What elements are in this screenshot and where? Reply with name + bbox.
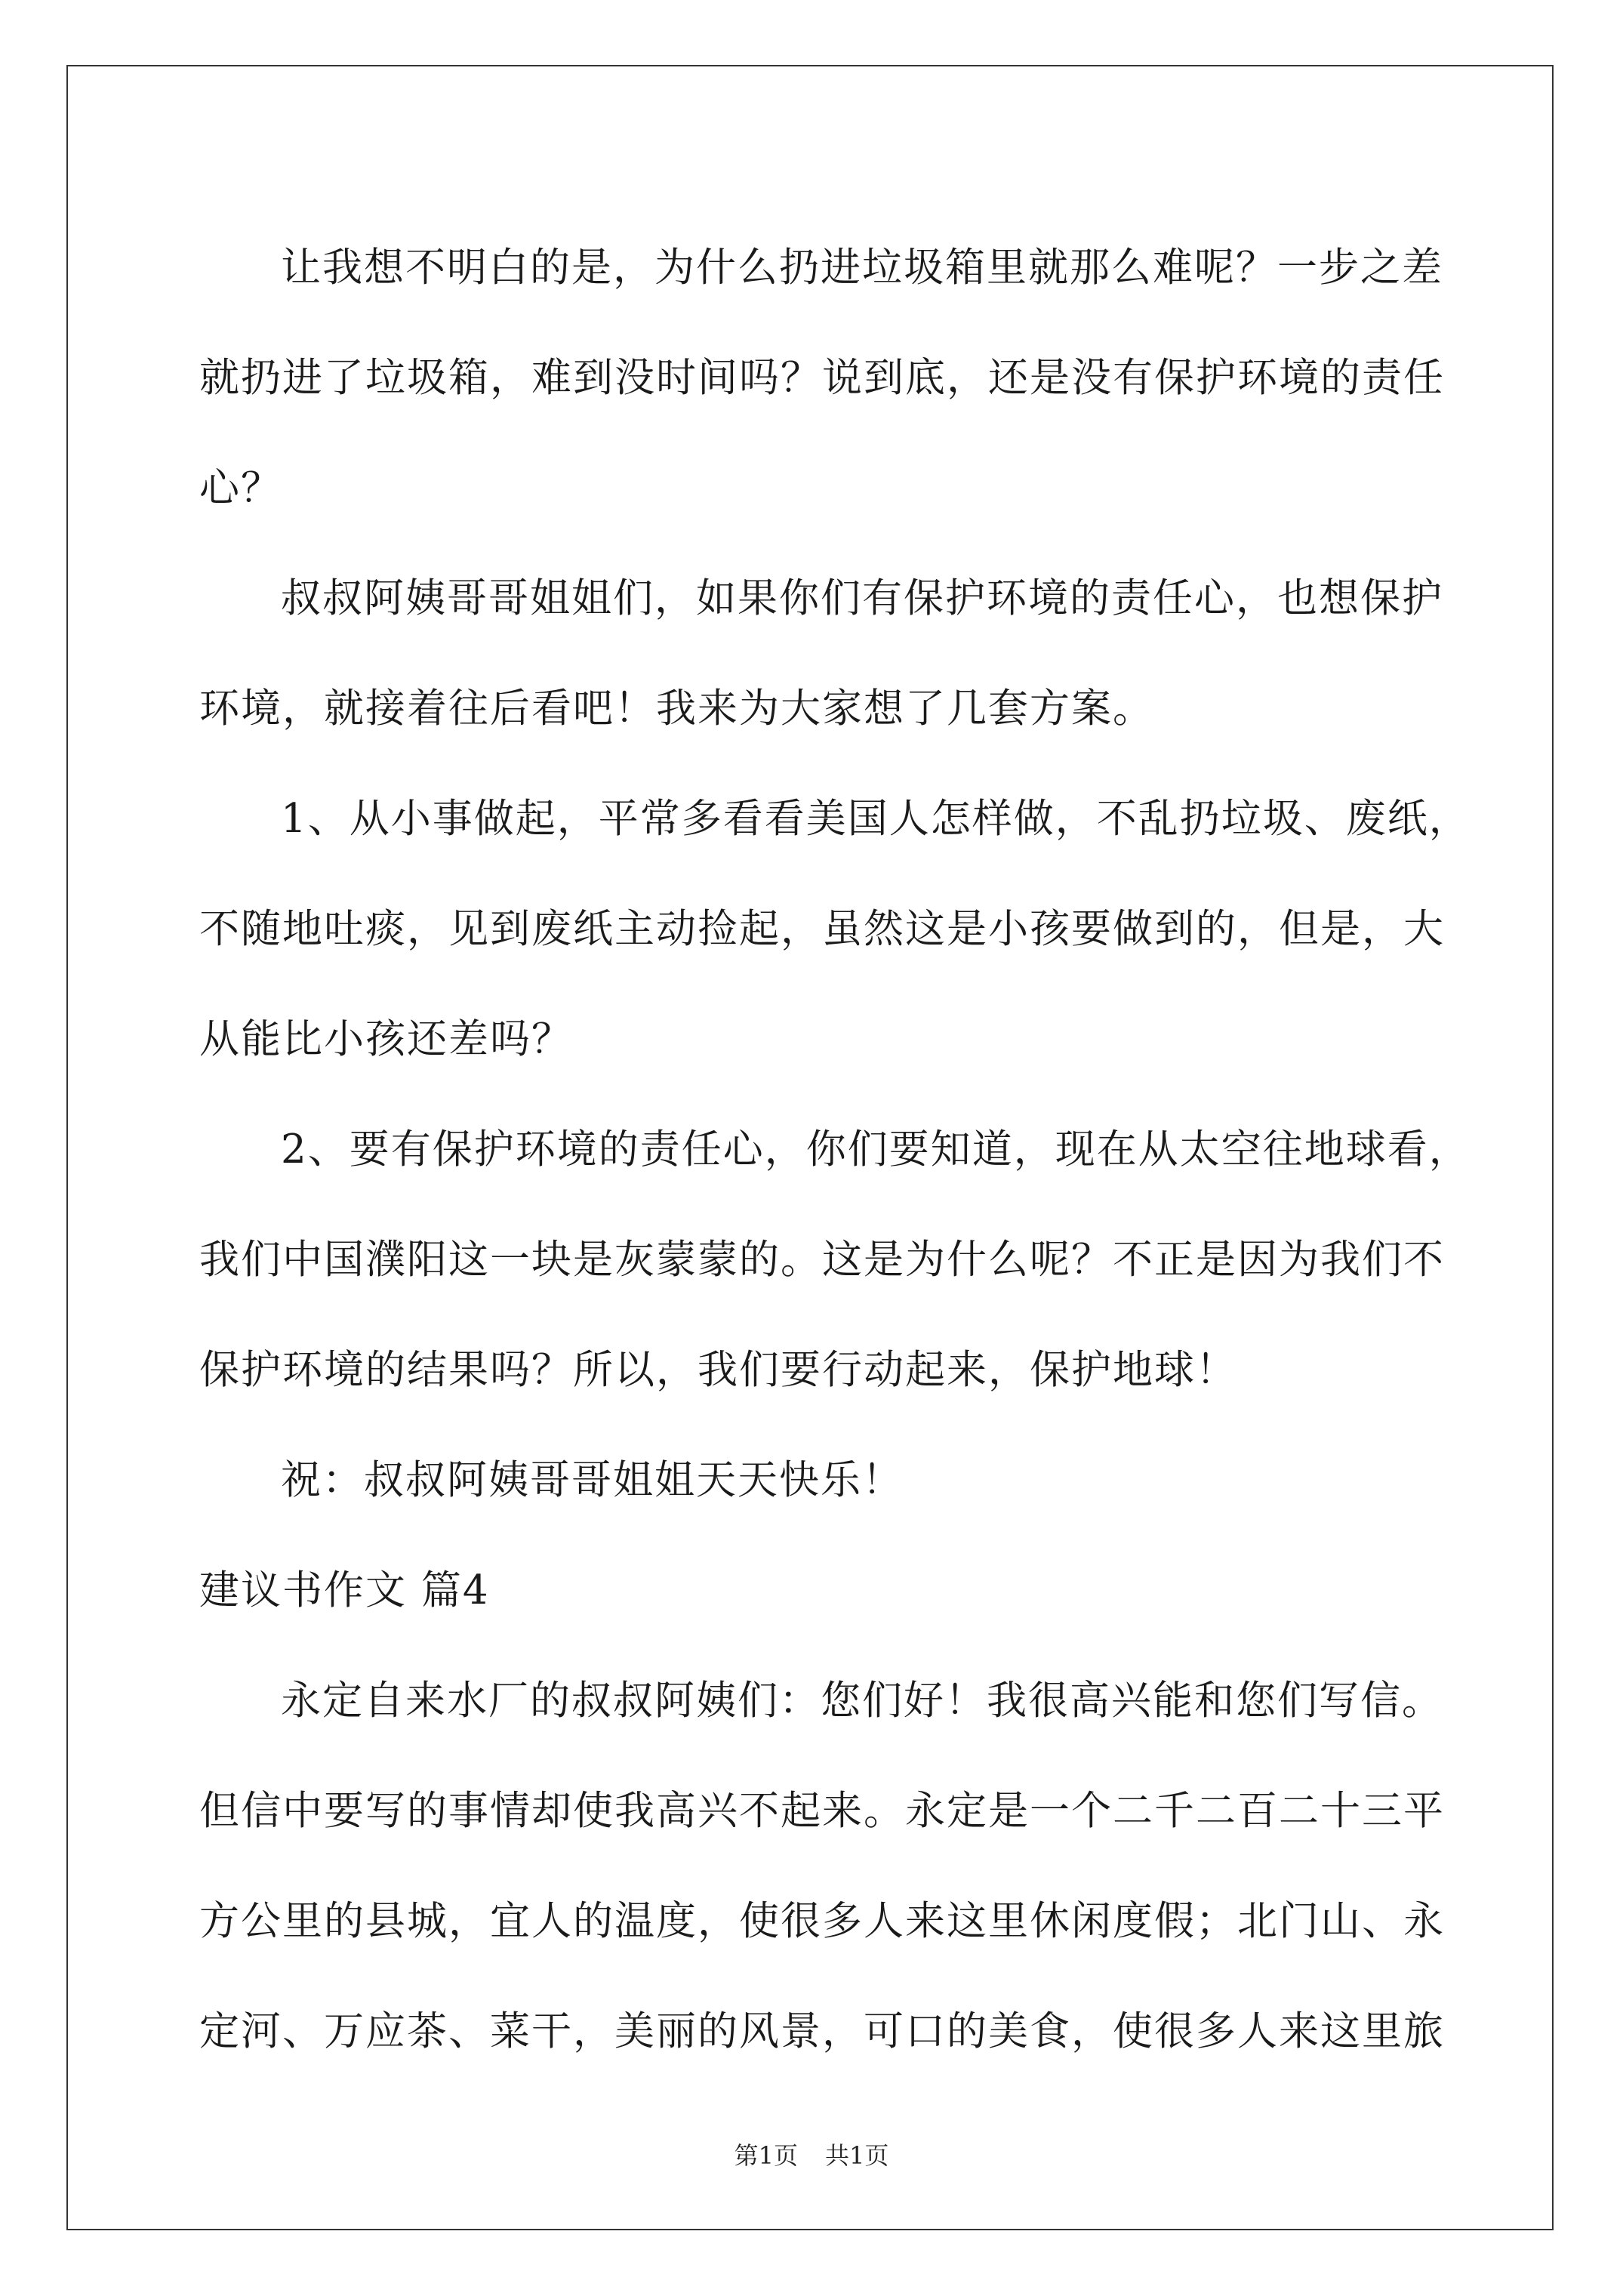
document-body xyxy=(199,213,1471,2087)
paragraph-line: 不随地吐痰，见到废纸主动捡起，虽然这是小孩要做到的，但是，大 xyxy=(199,906,1445,952)
paragraph-line: 祝：叔叔阿姨哥哥姐姐天天快乐！ xyxy=(281,1457,904,1503)
paragraph-line: 从能比小孩还差吗？ xyxy=(199,1016,573,1062)
paragraph-line: 2、要有保护环境的责任心，你们要知道，现在从太空往地球看， xyxy=(281,1126,1471,1173)
paragraph-line: 但信中要写的事情却使我高兴不起来。永定是一个二千二百二十三平 xyxy=(199,1788,1445,1834)
paragraph-line: 定河、万应茶、菜干，美丽的风景，可口的美食，使很多人来这里旅 xyxy=(199,2008,1445,2054)
paragraph-line: 我们中国濮阳这一块是灰蒙蒙的。这是为什么呢？不正是因为我们不 xyxy=(199,1237,1445,1283)
page-footer xyxy=(0,2137,1623,2171)
paragraph-line: 1、从小事做起，平常多看看美国人怎样做，不乱扔垃圾、废纸， xyxy=(281,796,1471,842)
page-number-total: 共1页 xyxy=(825,2141,889,2170)
section-heading: 建议书作文 篇4 xyxy=(199,1567,490,1613)
paragraph-line: 方公里的县城，宜人的温度，使很多人来这里休闲度假；北门山、永 xyxy=(199,1898,1445,1944)
paragraph-line: 保护环境的结果吗？所以，我们要行动起来，保护地球！ xyxy=(199,1347,1237,1393)
paragraph-line: 叔叔阿姨哥哥姐姐们，如果你们有保护环境的责任心，也想保护 xyxy=(281,575,1443,621)
paragraph-line: 永定自来水厂的叔叔阿姨们：您们好！我很高兴能和您们写信。 xyxy=(281,1678,1443,1724)
paragraph-line: 心？ xyxy=(199,465,282,511)
paragraph-line: 让我想不明白的是，为什么扔进垃圾箱里就那么难呢？一步之差 xyxy=(281,245,1443,291)
paragraph-line: 环境，就接着往后看吧！我来为大家想了几套方案。 xyxy=(199,686,1154,732)
page-number-current: 第1页 xyxy=(734,2141,798,2170)
paragraph-line: 就扔进了垃圾箱，难到没时间吗？说到底，还是没有保护环境的责任 xyxy=(199,355,1445,401)
